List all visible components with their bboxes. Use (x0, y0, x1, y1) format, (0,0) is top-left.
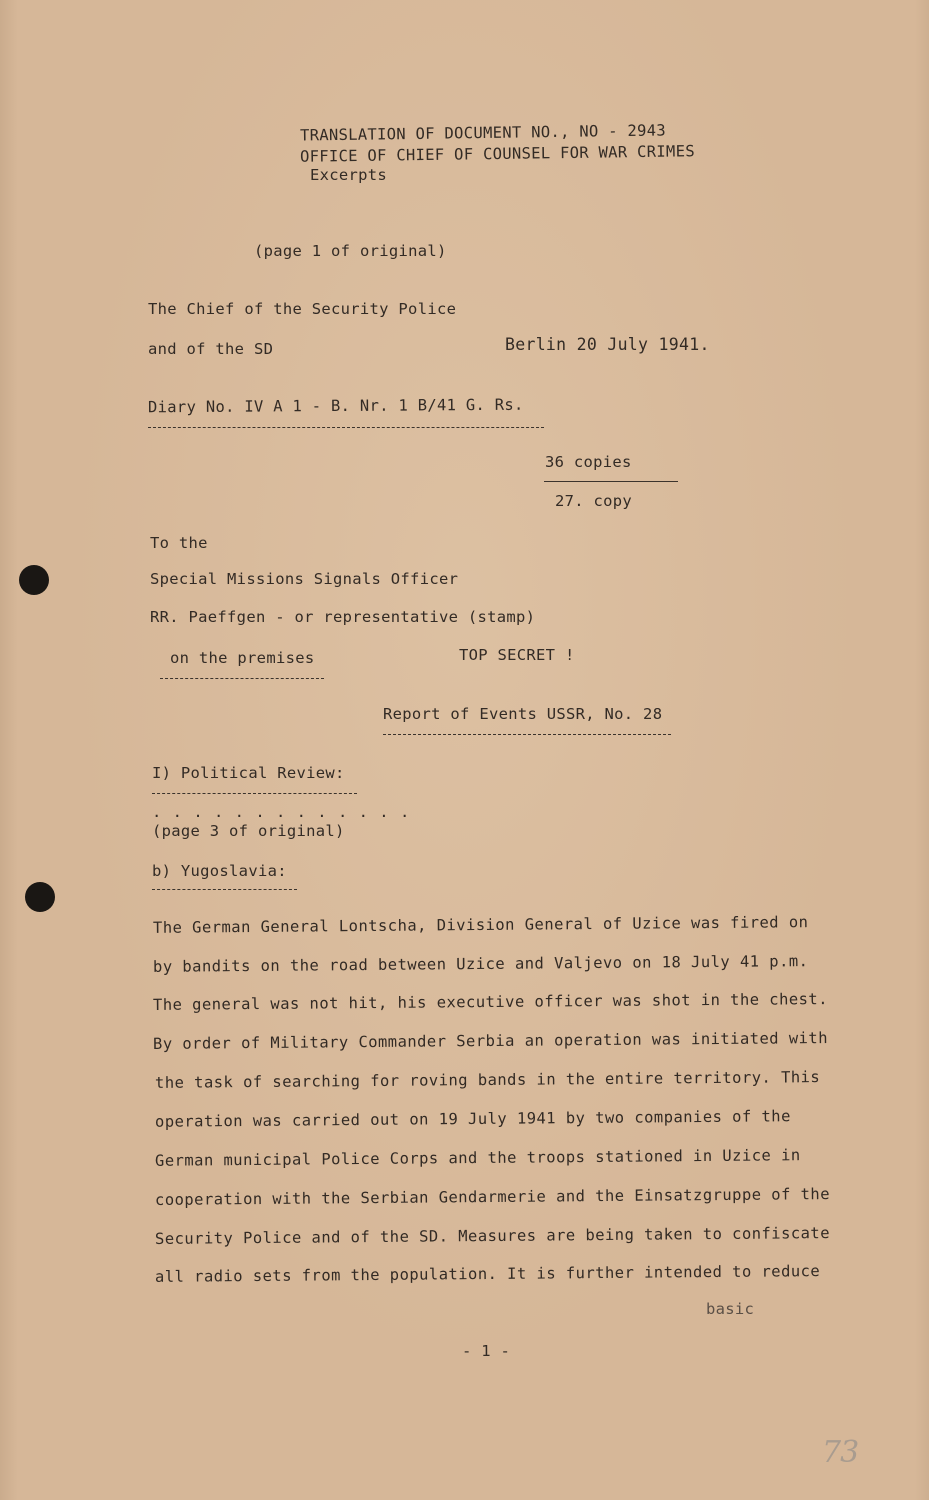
subsection-yugoslavia: b) Yugoslavia: (152, 862, 287, 880)
body-line: The general was not hit, his executive officer was shot in the chest. (152, 990, 829, 1014)
subsection-yugoslavia-underline (152, 889, 297, 890)
recipient-underline (160, 678, 324, 679)
header-excerpts-line: Excerpts (310, 166, 388, 184)
section-political-review: I) Political Review: (152, 764, 345, 782)
body-line: By order of Military Commander Serbia an operation was initiated with (152, 1029, 829, 1053)
sender-line-1: The Chief of the Security Police (148, 300, 457, 318)
section-political-review-underline (152, 793, 357, 794)
report-title: Report of Events USSR, No. 28 (383, 705, 663, 723)
diary-number: Diary No. IV A 1 - B. Nr. 1 B/41 G. Rs. (147, 395, 524, 417)
page-reference-original-1: (page 1 of original) (254, 242, 447, 260)
body-line: Security Police and of the SD. Measures are being taken to confiscate (154, 1224, 831, 1248)
classification-stamp: TOP SECRET ! (459, 646, 575, 664)
page-reference-original-3: (page 3 of original) (152, 822, 345, 840)
recipient-to: To the (150, 534, 208, 552)
punch-hole-bottom (25, 882, 55, 912)
report-title-underline (383, 734, 671, 735)
copies-underline (544, 481, 678, 482)
archive-page-number: 73 (822, 1435, 859, 1470)
catchword: basic (706, 1300, 755, 1318)
body-line: German municipal Police Corps and the troops stationed in Uzice in (154, 1146, 801, 1170)
this-copy-number: 27. copy (555, 492, 633, 510)
header-office-line: OFFICE OF CHIEF OF COUNSEL FOR WAR CRIMES (299, 142, 696, 166)
page-number: - 1 - (462, 1342, 511, 1360)
diary-underline (148, 427, 544, 428)
recipient-line-3: on the premises (170, 649, 315, 667)
body-line: cooperation with the Serbian Gendarmerie and the Einsatzgruppe of the (154, 1185, 831, 1209)
body-line: operation was carried out on 19 July 1941 by two companies of the (154, 1107, 791, 1131)
body-line: all radio sets from the population. It is further intended to reduce (154, 1262, 821, 1286)
punch-hole-top (19, 565, 49, 595)
body-line: by bandits on the road between Uzice and Valjevo on 18 July 41 p.m. (152, 952, 809, 976)
body-line: The German General Lontscha, Division General of Uzice was fired on (152, 913, 809, 937)
recipient-line-2: RR. Paeffgen - or representative (stamp) (150, 608, 536, 626)
body-line: the task of searching for roving bands in the entire territory. This (154, 1068, 821, 1092)
copies-total: 36 copies (545, 453, 632, 471)
sender-line-2: and of the SD (148, 340, 274, 358)
recipient-line-1: Special Missions Signals Officer (150, 570, 459, 588)
header-translation-line: TRANSLATION OF DOCUMENT NO., NO - 2943 (299, 121, 667, 145)
omission-ellipsis: . . . . . . . . . . . . . (152, 803, 411, 821)
place-and-date: Berlin 20 July 1941. (505, 335, 710, 354)
